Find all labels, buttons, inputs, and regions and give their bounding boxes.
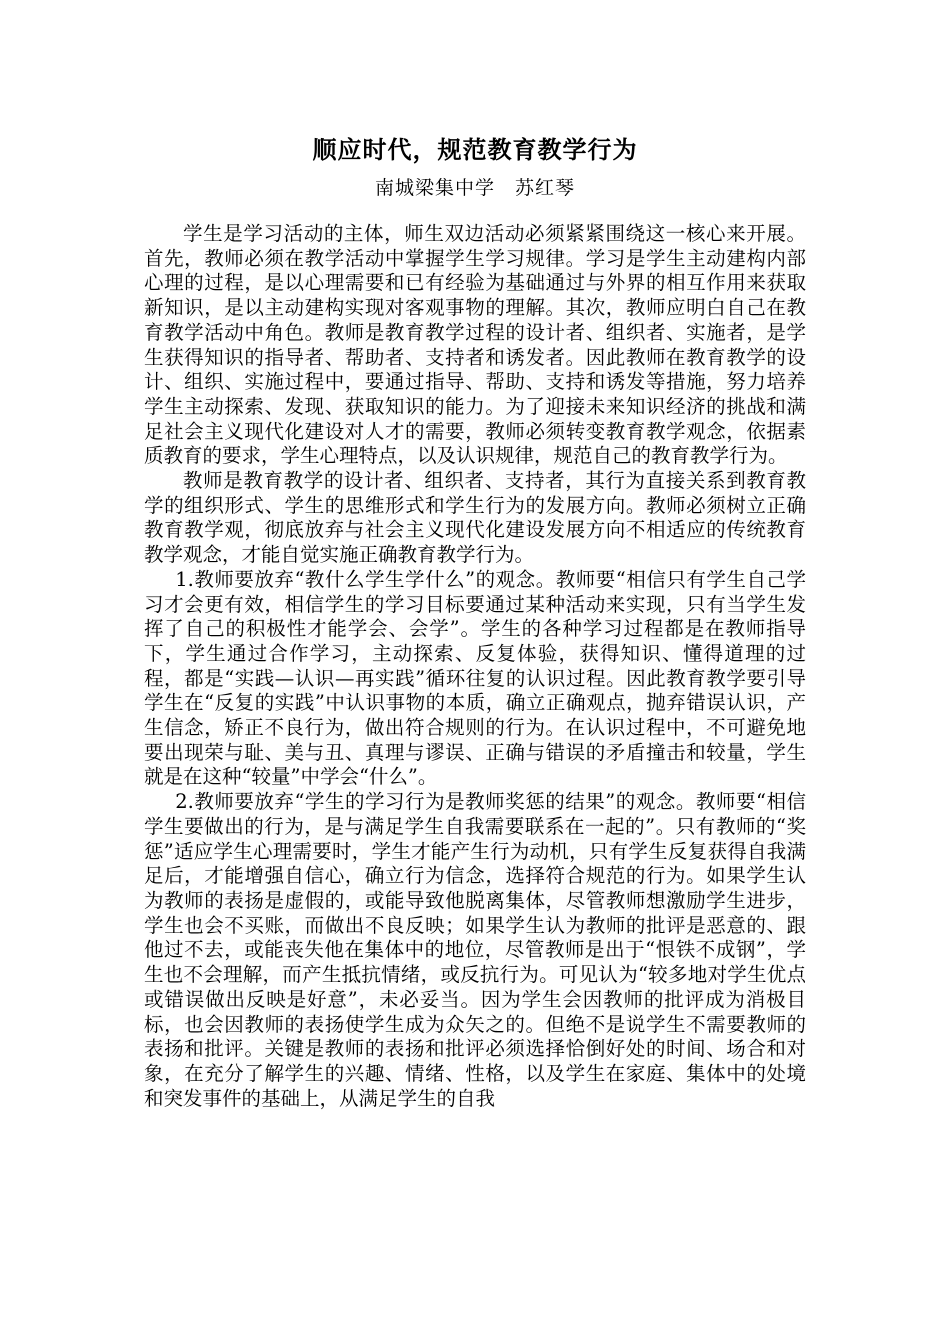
paragraph-point-1: 1.教师要放弃“教什么学生学什么”的观念。教师要“相信只有学生自己学习才会更有效，相信学生的学习目标要通过某种活动来实现，只有当学生发挥了自己的积极性才能学会、会学”。学生的各种学习过程都是在教师指导下，学生通过合作学习，主动探索、反复体验，获得知识、懂得道理的过程，都是“实践—认识—再实践”循环往复的认识过程。因此教育教学要引导学生在“反复的实践”中认识事物的本质，确立正确观点，抛弃错误认识，产生信念，矫正不良行为，做出符合规则的行为。在认识过程中，不可避免地要出现荣与耻、美与丑、真理与谬误、正确与错误的矛盾撞击和较量，学生就是在这种“较量”中学会“什么”。 xyxy=(144,567,806,789)
document-title: 顺应时代，规范教育教学行为 xyxy=(312,136,638,164)
paragraph-teacher-role: 教师是教育教学的设计者、组织者、支持者，其行为直接关系到教育教学的组织形式、学生的思维形式和学生行为的发展方向。教师必须树立正确教育教学观，彻底放弃与社会主义现代化建设发展方向不相适应的传统教育教学观念，才能自觉实施正确教育教学行为。 xyxy=(144,469,806,567)
author-name: 苏红琴 xyxy=(515,177,576,199)
byline xyxy=(0,174,950,202)
paragraph-point-2: 2.教师要放弃“学生的学习行为是教师奖惩的结果”的观念。教师要“相信学生要做出的行为，是与满足学生自我需要联系在一起的”。只有教师的“奖惩”适应学生心理需要时，学生才能产生行为动机，只有学生反复获得自我满足后，才能增强自信心，确立行为信念，选择符合规范的行为。如果学生认为教师的表扬是虚假的，或能导致他脱离集体，尽管教师想激励学生进步，学生也会不买账，而做出不良反映；如果学生认为教师的批评是恶意的、跟他过不去，或能丧失他在集体中的地位，尽管教师是出于“恨铁不成钢”，学生也不会理解，而产生抵抗情绪，或反抗行为。可见认为“较多地对学生优点或错误做出反映是好意”，未必妥当。因为学生会因教师的批评成为消极目标，也会因教师的表扬使学生成为众矢之的。但绝不是说学生不需要教师的表扬和批评。关键是教师的表扬和批评必须选择恰倒好处的时间、场合和对象，在充分了解学生的兴趣、情绪、性格，以及学生在家庭、集体中的处境和突发事件的基础上，从满足学生的自我 xyxy=(144,790,806,1110)
paragraph-intro: 学生是学习活动的主体，师生双边活动必须紧紧围绕这一核心来开展。首先，教师必须在教学活动中掌握学生学习规律。学习是学生主动建构内部心理的过程，是以心理需要和已有经验为基础通过与外界的相互作用来获取新知识，是以主动建构实现对客观事物的理解。其次，教师应明白自己在教育教学活动中角色。教师是教育教学过程的设计者、组织者、实施者，是学生获得知识的指导者、帮助者、支持者和诱发者。因此教师在教育教学的设计、组织、实施过程中，要通过指导、帮助、支持和诱发等措施，努力培养学生主动探索、发现、获取知识的能力。为了迎接未来知识经济的挑战和满足社会主义现代化建设对人才的需要，教师必须转变教育教学观念，依据素质教育的要求，学生心理特点，以及认识规律，规范自己的教育教学行为。 xyxy=(144,222,806,468)
article-body xyxy=(144,222,806,1111)
school-name: 南城梁集中学 xyxy=(374,177,495,199)
